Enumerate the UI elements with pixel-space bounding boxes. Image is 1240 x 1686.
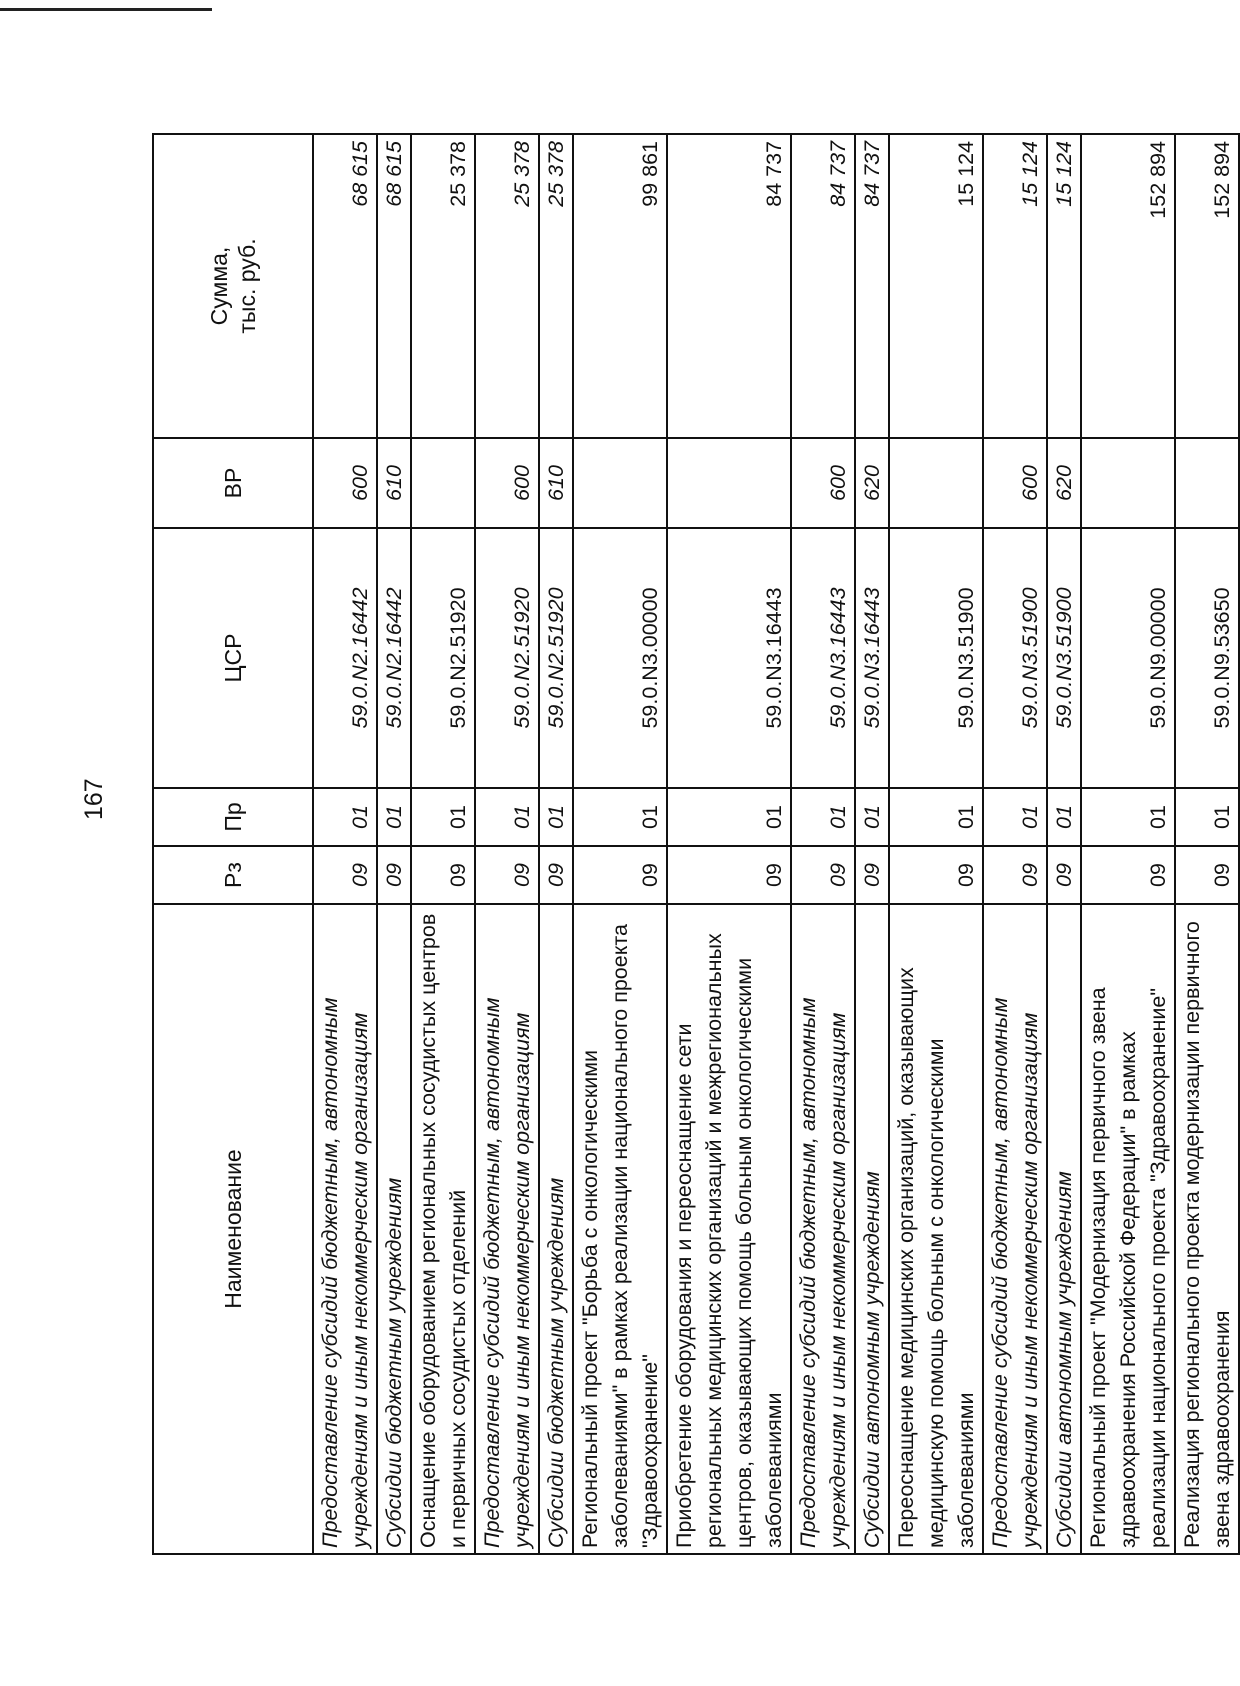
cell-vr: 600: [791, 438, 855, 528]
cell-pr: 01: [475, 788, 539, 846]
cell-pr: 01: [889, 788, 983, 846]
cell-sum: 84 737: [791, 134, 855, 438]
cell-name: Оснащение оборудованием региональных сосудистых центров и первичных сосудистых отделений: [411, 904, 475, 1554]
cell-name: Предоставление субсидий бюджетным, автономным учреждениям и иным некоммерческим организациям: [313, 904, 377, 1554]
cell-vr: 610: [539, 438, 573, 528]
header-pr: Пр: [153, 788, 313, 846]
cell-vr: [889, 438, 983, 528]
cell-vr: 620: [855, 438, 889, 528]
table-row: [539, 134, 573, 1554]
cell-sum: 68 615: [377, 134, 411, 438]
cell-csr: 59.0.N3.51900: [983, 528, 1047, 788]
page-number: 167: [80, 778, 108, 820]
header-csr: ЦСР: [153, 528, 313, 788]
cell-pr: 01: [573, 788, 667, 846]
cell-sum: 25 378: [475, 134, 539, 438]
cell-sum: 15 124: [1047, 134, 1081, 438]
cell-vr: 600: [983, 438, 1047, 528]
header-vr: ВР: [153, 438, 313, 528]
table-header-row: [153, 134, 313, 1554]
cell-rz: 09: [411, 846, 475, 904]
table-row: [889, 134, 983, 1554]
cell-name: Приобретение оборудования и переоснащение сети региональных медицинских организаций и межрегиональных центров, оказывающих помощь больным онкологическими заболеваниями: [667, 904, 791, 1554]
cell-pr: 01: [377, 788, 411, 846]
cell-pr: 01: [411, 788, 475, 846]
cell-csr: 59.0.N2.16442: [313, 528, 377, 788]
cell-sum: 15 124: [983, 134, 1047, 438]
cell-sum: 152 894: [1175, 134, 1239, 438]
cell-pr: 01: [1175, 788, 1239, 846]
table-row: [377, 134, 411, 1554]
cell-name: Субсидии бюджетным учреждениям: [377, 904, 411, 1554]
cell-pr: 01: [855, 788, 889, 846]
cell-name: Предоставление субсидий бюджетным, автономным учреждениям и иным некоммерческим организациям: [791, 904, 855, 1554]
cell-rz: 09: [313, 846, 377, 904]
table-row: [1081, 134, 1175, 1554]
cell-rz: 09: [1175, 846, 1239, 904]
cell-sum: 152 894: [1081, 134, 1175, 438]
cell-vr: 610: [377, 438, 411, 528]
cell-rz: 09: [983, 846, 1047, 904]
cell-name: Предоставление субсидий бюджетным, автономным учреждениям и иным некоммерческим организациям: [983, 904, 1047, 1554]
cell-rz: 09: [475, 846, 539, 904]
table-row: [573, 134, 667, 1554]
cell-rz: 09: [889, 846, 983, 904]
cell-name: Предоставление субсидий бюджетным, автономным учреждениям и иным некоммерческим организациям: [475, 904, 539, 1554]
cell-vr: [1175, 438, 1239, 528]
cell-name: Субсидии автономным учреждениям: [855, 904, 889, 1554]
cell-csr: 59.0.N2.51920: [475, 528, 539, 788]
cell-csr: 59.0.N3.51900: [889, 528, 983, 788]
table-row: [1175, 134, 1239, 1554]
cell-csr: 59.0.N3.51900: [1047, 528, 1081, 788]
cell-name: Региональный проект "Борьба с онкологическими заболеваниями" в рамках реализации национального проекта "Здравоохранение": [573, 904, 667, 1554]
cell-sum: 25 378: [411, 134, 475, 438]
cell-name: Реализация регионального проекта модернизации первичного звена здравоохранения: [1175, 904, 1239, 1554]
table-row: [667, 134, 791, 1554]
cell-vr: [667, 438, 791, 528]
cell-name: Региональный проект "Модернизация первичного звена здравоохранения Российской Федерации" в рамках реализации национального проекта "Здравоохранение": [1081, 904, 1175, 1554]
table-row: [791, 134, 855, 1554]
cell-name: Субсидии автономным учреждениям: [1047, 904, 1081, 1554]
cell-pr: 01: [667, 788, 791, 846]
cell-sum: 84 737: [667, 134, 791, 438]
cell-csr: 59.0.N2.51920: [411, 528, 475, 788]
cell-csr: 59.0.N2.51920: [539, 528, 573, 788]
cell-vr: [411, 438, 475, 528]
cell-csr: 59.0.N3.16443: [667, 528, 791, 788]
cell-vr: [573, 438, 667, 528]
table-row: [411, 134, 475, 1554]
cell-sum: 25 378: [539, 134, 573, 438]
cell-csr: 59.0.N3.00000: [573, 528, 667, 788]
header-name: Наименование: [153, 904, 313, 1554]
cell-pr: 01: [539, 788, 573, 846]
budget-table: [152, 133, 1240, 1555]
cell-sum: 68 615: [313, 134, 377, 438]
cell-sum: 15 124: [889, 134, 983, 438]
cell-name: Переоснащение медицинских организаций, оказывающих медицинскую помощь больным с онкологическими заболеваниями: [889, 904, 983, 1554]
cell-pr: 01: [1081, 788, 1175, 846]
cell-pr: 01: [1047, 788, 1081, 846]
cell-name: Субсидии бюджетным учреждениям: [539, 904, 573, 1554]
table-row: [983, 134, 1047, 1554]
cell-vr: 620: [1047, 438, 1081, 528]
cell-pr: 01: [313, 788, 377, 846]
cell-rz: 09: [1047, 846, 1081, 904]
table-row: [855, 134, 889, 1554]
cell-rz: 09: [1081, 846, 1175, 904]
header-sum: Сумма, тыс. руб.: [153, 134, 313, 438]
cell-rz: 09: [573, 846, 667, 904]
cell-csr: 59.0.N3.16443: [855, 528, 889, 788]
cell-vr: [1081, 438, 1175, 528]
cell-pr: 01: [983, 788, 1047, 846]
cell-rz: 09: [667, 846, 791, 904]
table-row: [475, 134, 539, 1554]
header-rz: Рз: [153, 846, 313, 904]
cell-csr: 59.0.N9.00000: [1081, 528, 1175, 788]
cell-vr: 600: [475, 438, 539, 528]
cell-sum: 84 737: [855, 134, 889, 438]
cell-rz: 09: [855, 846, 889, 904]
cell-vr: 600: [313, 438, 377, 528]
cell-pr: 01: [791, 788, 855, 846]
cell-rz: 09: [377, 846, 411, 904]
cell-sum: 99 861: [573, 134, 667, 438]
table-row: [1047, 134, 1081, 1554]
top-edge-rule: [0, 8, 212, 11]
cell-rz: 09: [791, 846, 855, 904]
cell-csr: 59.0.N9.53650: [1175, 528, 1239, 788]
cell-rz: 09: [539, 846, 573, 904]
cell-csr: 59.0.N3.16443: [791, 528, 855, 788]
cell-csr: 59.0.N2.16442: [377, 528, 411, 788]
rotated-table-wrapper: [152, 135, 1234, 1555]
table-row: [313, 134, 377, 1554]
